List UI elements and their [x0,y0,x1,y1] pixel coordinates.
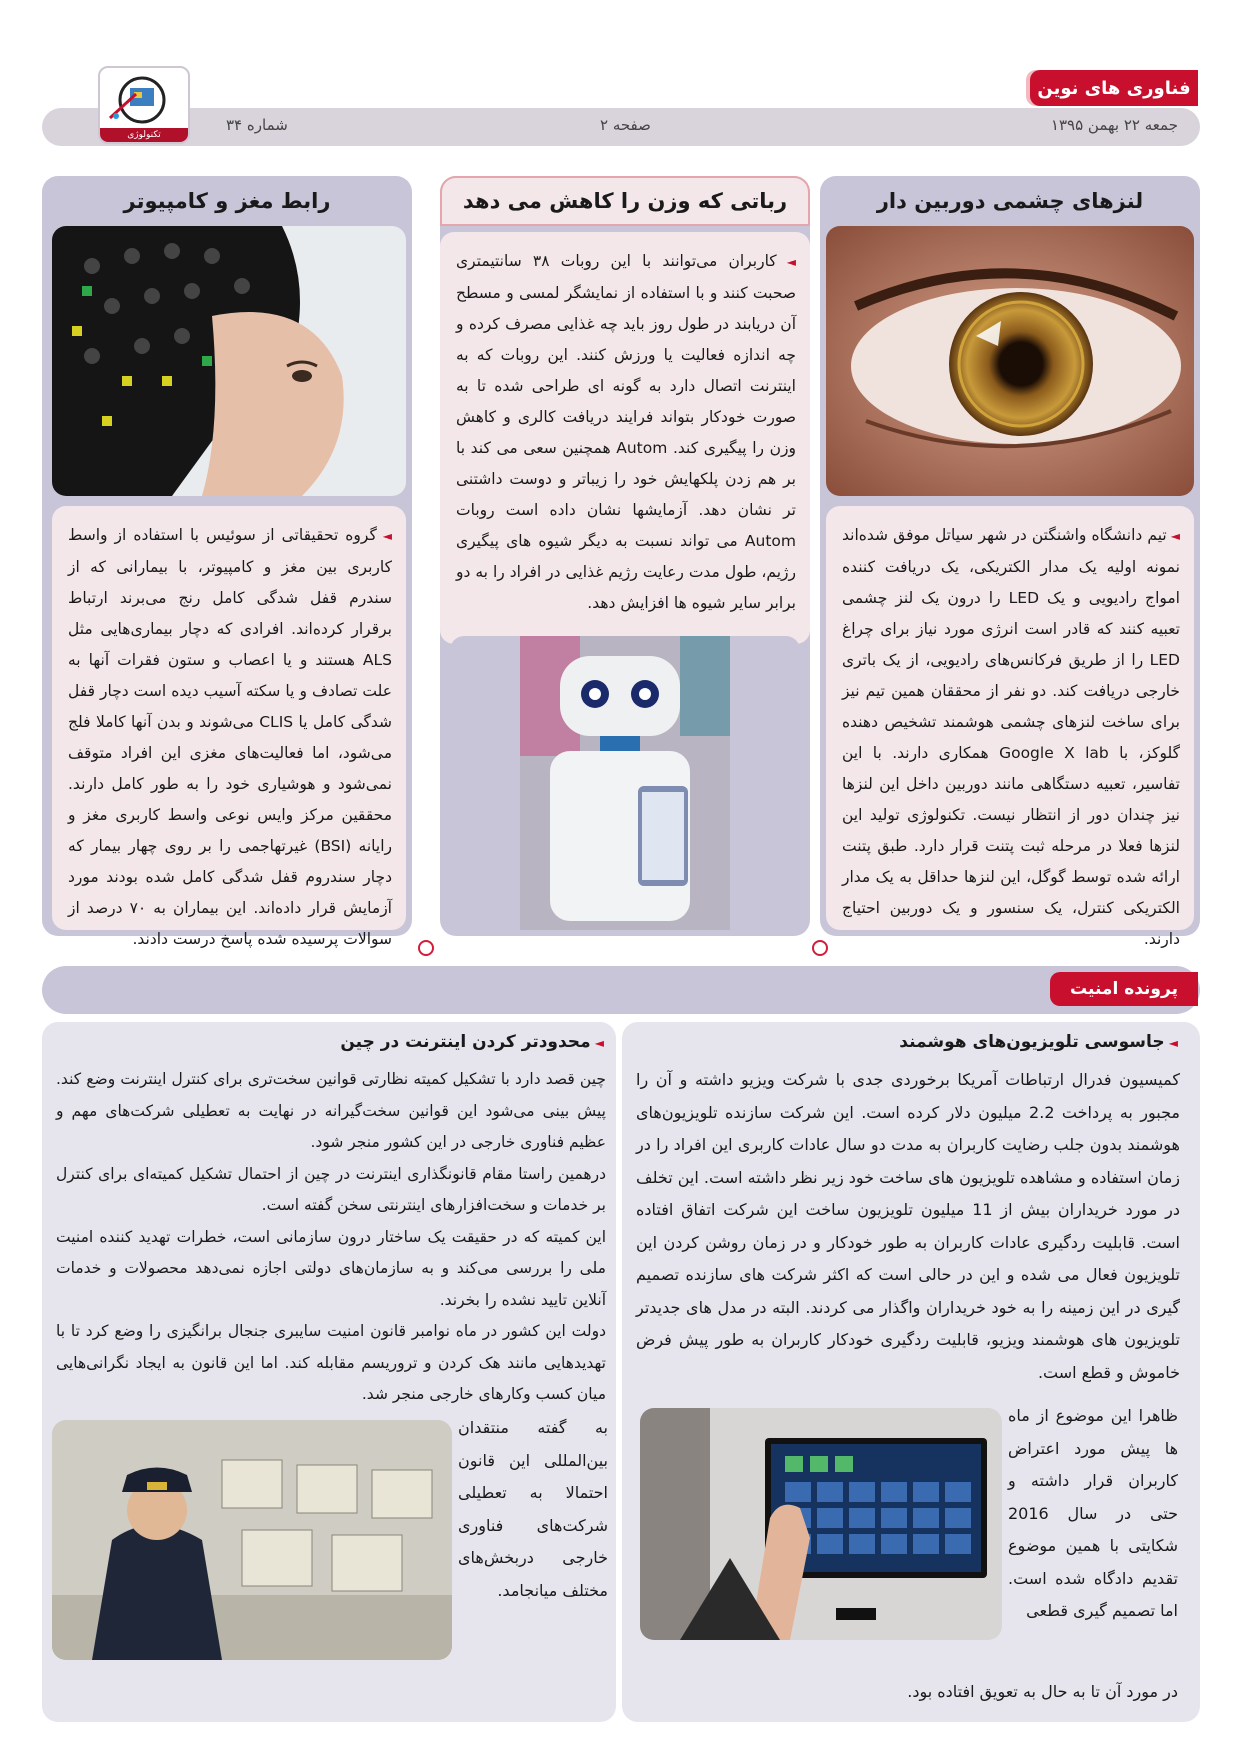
security-section-bar [42,966,1200,1014]
bci-cap-photo [52,226,406,496]
article-body-lens: ◄ تیم دانشگاه واشنگتن در شهر سیاتل موفق شده‌اند نمونه اولیه یک مدار الکتریکی، یک دریافت کننده امواج رادیویی و یک LED را درون یک لنز چشمی تعبیه کنند که قادر است انرژی مورد نیاز برای چراغ LED را از طریق فرکانس‌های رادیویی، از یک باتری خارجی دریافت کند. دو نفر از محققان همین تیم نیز برای ساخت لنزهای چشمی هوشمند تشخیص دهنده گلوکز، با Google X lab همکاری دارند. با این تفاسیر، تعبیه دستگاهی مانند دوربین داخل این لنزها نیز چندان دور از انتظار نیست. تکنولوژی تولید این لنزها فعلا در مرحله ثبت پتنت قرار دارد. طبق پتنت ارائه شده توسط گوگل، این لنزها حداقل به یک مدار الکتریکی کنترل، یک سنسور و یک دوربین احتیاج دارند. [842,526,1180,948]
article-body-robot: ◄ کاربران می‌توانند با این روبات ۳۸ سانتیمتری صحبت کنند و با استفاده از نمایشگر لمسی و مسطح آن دریابند در طول روز باید چه غذایی مصرف کرده و چه اندازه فعالیت یا ورزش کنند. این روبات که به اینترنت اتصال دارد به گونه ای طراحی شده تا به صورت خودکار بتواند فرایند دریافت کالری و کاهش وزن را پیگیری کند. Autom همچنین سعی می کند با بر هم زدن پلکهایش خود را زیباتر و دوست داشتنی تر نشان دهد. آزمایشها نشان داده است روبات Autom می تواند نسبت به دیگر شیوه های پیگیری رژیم، طول مدت رعایت رژیم غذایی در افراد را به دو برابر سایر شیوه ها افزایش دهد. [456,252,796,612]
china-paragraph-1: چین قصد دارد با تشکیل کمیته نظارتی قوانین سخت‌تری برای کنترل اینترنت وضع کند. پیش بینی می‌شود این قوانین سخت‌گیرانه در نهایت به تعطیلی شرکت‌های مهم و عظیم فناوری خارجی در این کشور منجر شود. [56,1070,606,1151]
article-side-china: به گفته منتقدان بین‌المللی این قانون احتمالا به تعطیلی شرکت‌های فناوری خارجی دربخش‌های مختلف میانجامد. [458,1418,608,1600]
article-body-bci: ◄ گروه تحقیقاتی از سوئیس با استفاده از واسط کاربری بین مغز و کامپیوتر، با بیمارانی که از سندرم قفل شدگی کامل رنج می‌برند ارتباط برقرار کرده‌اند. افرادی که دچار بیماری‌هایی مثل ALS هستند و یا اعصاب و ستون فقرات آنها به علت تصادف و یا سکته آسیب دیده است دچار قفل شدگی کامل یا CLIS می‌شوند و بدن آنها کاملا فلج می‌شود، اما فعالیت‌های مغزی این افراد متوقف نمی‌شود و هوشیاری خود را به طور کامل دارند. محققین مرکز وایس نوعی واسط کاربری مغز و رایانه (BSI) غیرتهاجمی را بر روی چهار بیمار که دچار سندروم قفل شدگی کامل شده بودند مورد آزمایش قرار داده‌اند. این بیماران به ۷۰ درصد از سوالات پرسیده شده پاسخ درست دادند. [68,526,392,948]
article-body-tv: کمیسیون فدرال ارتباطات آمریکا برخوردی جدی با شرکت ویزیو داشته و آن را مجبور به پرداخت 2.2 میلیون دلار کرده است. این شرکت سازنده تلویزیون‌های هوشمند بدون جلب رضایت کاربران به مدت دو سال عادات کاربری این افراد را در زمان استفاده و مشاهده تلویزیون های ساخت خود زیر نظر داشته است. این تخلف در مورد خریداران بیش از 11 میلیون تلویزیون ساخت این شرکت اتفاق افتاده است. قابلیت ردگیری عادات کاربران به طور خودکار و در زمان روشن کردن این تلویزیون فعال می شده و این در حالی است که اکثر شرکت های سازنده تصمیم گیری در این زمینه را به خود خریداران واگذار می کردند. البته در مدل های جدیدتر تلویزیون های هوشمند ویزیو، قابلیت ردگیری خودکار کاربران به طور پیش فرض خاموش و قطع است. [636,1070,1180,1382]
article-side-tv: ظاهرا این موضوع از ماه ها پیش مورد اعتراض کاربران قرار داشته و حتی در سال 2016 شکایتی با همین موضوع تقدیم دادگاه شده است. اما تصمیم گیری قطعی [1008,1406,1178,1620]
issue-date: جمعه ۲۲ بهمن ۱۳۹۵ [1050,116,1178,134]
article-text-lens [826,506,1194,948]
smart-tv-photo [640,1408,1002,1640]
china-paragraph-3: این کمیته که در حقیقت یک ساختار درون سازمانی است، خطرات تهدید کننده امنیت ملی را بررسی می‌کند و به سازمان‌های دولتی اجازه نمی‌دهد محصولات و خدمات آنلاین تایید نشده را بخرند. [56,1227,606,1309]
autom-robot-photo [450,636,800,930]
china-paragraph-4: دولت این کشور در ماه نوامبر قانون امنیت سایبری جنجال برانگیزی را وضع کرد تا با تهدیدهایی مانند هک کردن و تروریسم مقابله کند. اما این قانون به ایجاد نگرانی‌هایی میان کسب وکارهای خارجی منجر شد. [56,1322,606,1403]
page-number: صفحه ۲ [600,116,651,134]
article-tail-tv: در مورد آن تا به حال به تعویق افتاده بود. [907,1682,1178,1701]
article-text-bci [52,506,406,948]
eye-lens-photo [826,226,1194,496]
column-divider-marker [418,940,434,956]
article-title-robot: رباتی که وزن را کاهش می دهد [440,176,810,226]
article-title-tv: ◄ جاسوسی تلویزیون‌های هوشمند [899,1032,1178,1052]
section-tag: فناوری های نوین [1030,70,1198,106]
article-body-china [56,1064,606,1411]
china-paragraph-2: درهمین راستا مقام قانونگذاری اینترنت در چین از احتمال تشکیل کمیته‌ای برای کنترل بر خدمات و سخت‌افزارهای اینترنتی سخن گفته است. [56,1164,606,1214]
magazine-logo [98,66,190,144]
article-title-lens: لنزهای چشمی دوربین دار [876,189,1144,213]
article-title-china: ◄ محدودتر کردن اینترنت در چین [340,1032,604,1052]
security-section-tag: پرونده امنیت [1050,972,1198,1006]
logo-label: تکنولوژی [100,128,188,142]
column-divider-marker [812,940,828,956]
china-internet-cafe-photo [52,1420,452,1660]
article-title-bci: رابط مغز و کامپیوتر [123,189,331,213]
logo-graphic-icon [98,68,188,132]
article-text-robot [440,232,810,644]
issue-number: شماره ۳۴ [226,116,288,134]
